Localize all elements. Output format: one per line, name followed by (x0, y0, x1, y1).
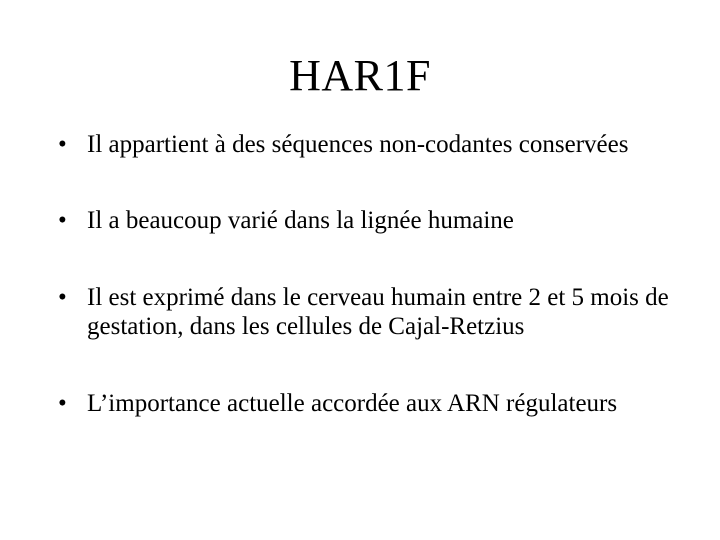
bullet-text: Il a beaucoup varié dans la lignée humaine (87, 207, 514, 234)
bullet-text: L’importance actuelle accordée aux ARN régulateurs (87, 390, 618, 417)
bullet-icon: • (58, 207, 67, 234)
bullet-text: Il appartient à des séquences non-codantes conservées (87, 131, 629, 158)
bullet-list (58, 130, 678, 418)
bullet-item (58, 130, 678, 159)
bullet-icon: • (58, 284, 67, 311)
bullet-item (58, 206, 678, 235)
bullet-item (58, 389, 678, 418)
bullet-icon: • (58, 390, 67, 417)
bullet-text: Il est exprimé dans le cerveau humain entre 2 et 5 mois de gestation, dans les cellules de Cajal-Retzius (87, 284, 669, 340)
bullet-item (58, 283, 678, 341)
bullet-icon: • (58, 131, 67, 158)
slide-title: HAR1F (289, 51, 431, 100)
